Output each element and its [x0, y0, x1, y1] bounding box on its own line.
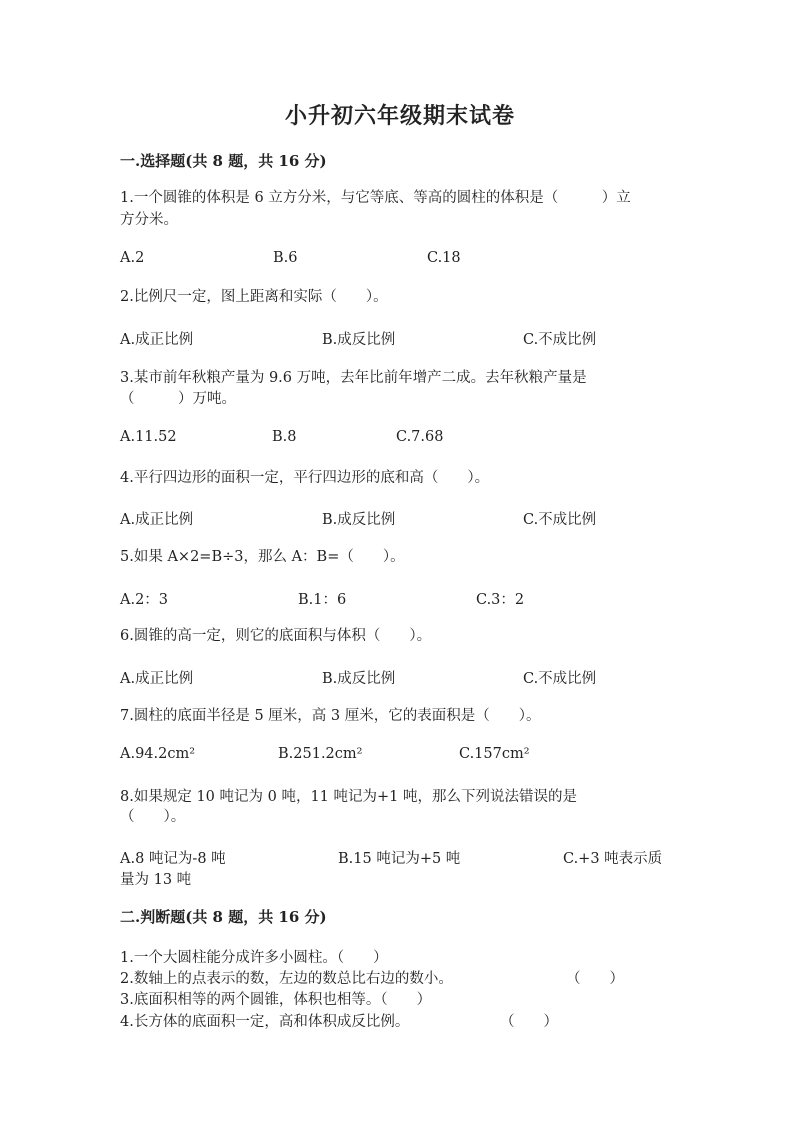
option-b: B.成反比例: [322, 512, 396, 528]
option-c: C.不成比例: [523, 332, 597, 348]
option-c: C.不成比例: [523, 512, 597, 528]
option-b: B.8: [272, 429, 297, 445]
judge-item: 1.一个大圆柱能分成许多小圆柱。（ ）: [120, 950, 388, 966]
option-a: A.2：3: [120, 592, 169, 608]
judge-item: 2.数轴上的点表示的数，左边的数总比右边的数小。: [120, 971, 453, 987]
question-stem-continued: （ ）。: [120, 809, 186, 825]
question-stem: 8.如果规定 10 吨记为 0 吨，11 吨记为+1 吨，那么下列说法错误的是: [120, 789, 577, 805]
option-a: A.11.52: [120, 429, 177, 445]
question-stem-continued: 方分米。: [120, 212, 178, 228]
option-a: A.94.2cm²: [120, 746, 196, 762]
option-c: C.3：2: [476, 592, 525, 608]
option-b: B.6: [273, 250, 298, 266]
option-b: B.15 吨记为+5 吨: [338, 851, 461, 867]
option-c: C.7.68: [396, 429, 444, 445]
judge-item: 3.底面积相等的两个圆锥，体积也相等。（ ）: [120, 992, 432, 1008]
option-b: B.成反比例: [322, 671, 396, 687]
option-a: A.成正比例: [120, 512, 194, 528]
question-stem: 7.圆柱的底面半径是 5 厘米，高 3 厘米，它的表面积是（ ）。: [120, 708, 541, 724]
option-c: C.18: [427, 250, 461, 266]
option-c: C.+3 吨表示质: [563, 851, 663, 867]
section-heading-judge: 二.判断题(共 8 题，共 16 分): [120, 908, 327, 926]
option-a: A.8 吨记为-8 吨: [120, 851, 226, 867]
question-stem: 6.圆锥的高一定，则它的底面积与体积（ ）。: [120, 628, 432, 644]
option-a: A.成正比例: [120, 332, 194, 348]
answer-paren: （ ）: [566, 971, 624, 987]
question-stem: 2.比例尺一定，图上距离和实际（ ）。: [120, 289, 388, 305]
option-b: B.1：6: [298, 592, 347, 608]
page-title: 小升初六年级期末试卷: [284, 103, 515, 129]
option-c: C.不成比例: [523, 671, 597, 687]
option-a: A.2: [120, 250, 145, 266]
question-stem: 3.某市前年秋粮产量为 9.6 万吨，去年比前年增产二成。去年秋粮产量是: [120, 370, 587, 386]
question-stem: 1.一个圆锥的体积是 6 立方分米，与它等底、等高的圆柱的体积是（ ）立: [120, 190, 631, 206]
judge-item: 4.长方体的底面积一定，高和体积成反比例。: [120, 1014, 410, 1030]
section-heading-choice: 一.选择题(共 8 题，共 16 分): [120, 152, 327, 170]
option-c: C.157cm²: [459, 746, 530, 762]
option-a: A.成正比例: [120, 671, 194, 687]
question-stem-continued: （ ）万吨。: [120, 391, 236, 407]
question-stem: 5.如果 A×2=B÷3，那么 A：B=（ ）。: [120, 549, 405, 565]
question-stem: 4.平行四边形的面积一定，平行四边形的底和高（ ）。: [120, 470, 490, 486]
answer-paren: （ ）: [500, 1014, 558, 1030]
option-b: B.251.2cm²: [278, 746, 363, 762]
option-c-continued: 量为 13 吨: [120, 872, 192, 888]
option-b: B.成反比例: [322, 332, 396, 348]
